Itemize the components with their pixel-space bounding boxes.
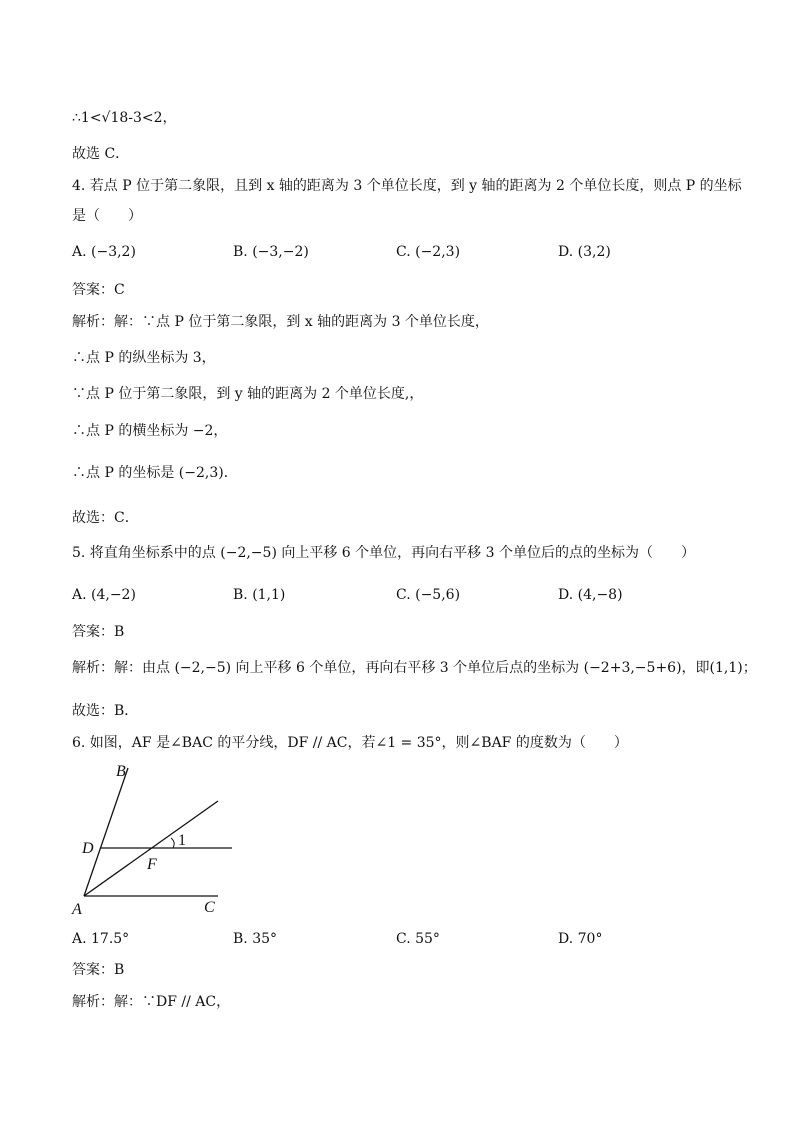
option-a: A. (−3,2) [72, 244, 136, 260]
option-d: D. 70° [558, 931, 603, 947]
label-c: C [204, 899, 215, 916]
solution-line: ∴点 P 的纵坐标为 3， [72, 350, 216, 366]
ray-ab [84, 768, 128, 896]
option-b: B. (−3,−2) [233, 244, 309, 260]
option-a: A. 17.5° [72, 931, 130, 947]
label-d: D [82, 840, 94, 857]
answer: 答案：B [72, 962, 125, 978]
option-d: D. (4,−8) [558, 587, 623, 603]
label-b: B [116, 763, 126, 780]
question-6-stem: 6. 如图，AF 是∠BAC 的平分线，DF // AC，若∠1 = 35°，则∠BAF 的度数为（ ） [72, 735, 628, 751]
option-b: B. (1,1) [233, 587, 286, 603]
label-angle-1: 1 [178, 832, 186, 849]
solution-line: 故选：B． [72, 703, 139, 719]
solution-line: ∵点 P 位于第二象限，到 y 轴的距离为 2 个单位长度,， [72, 386, 424, 402]
answer: 答案：C [72, 282, 125, 298]
label-f: F [147, 856, 157, 873]
text-line: 故选 C． [72, 146, 130, 162]
question-4-stem-cont: 是（ ） [72, 208, 142, 224]
solution-line: 故选：C． [72, 510, 139, 526]
option-c: C. 55° [396, 931, 440, 947]
solution-line: 解析：解：∵DF // AC， [72, 994, 231, 1010]
angle-1-arc [171, 838, 174, 848]
option-b: B. 35° [233, 931, 278, 947]
text-line: ∴1<√18-3<2， [72, 110, 177, 126]
geometry-figure [66, 756, 246, 926]
question-4-stem: 4. 若点 P 位于第二象限，且到 x 轴的距离为 3 个单位长度，到 y 轴的距离为 2 个单位长度，则点 P 的坐标 [72, 178, 742, 194]
option-a: A. (4,−2) [72, 587, 136, 603]
solution-line: ∴点 P 的坐标是 (−2,3)． [72, 465, 238, 481]
question-5-stem: 5. 将直角坐标系中的点 (−2,−5) 向上平移 6 个单位，再向右平移 3 个单位后的点的坐标为（ ） [72, 545, 695, 561]
option-c: C. (−2,3) [396, 244, 461, 260]
solution-line: ∴点 P 的横坐标为 −2， [72, 423, 228, 439]
label-a: A [72, 901, 82, 918]
solution-line: 解析：解：∵点 P 位于第二象限，到 x 轴的距离为 3 个单位长度， [72, 314, 489, 330]
option-c: C. (−5,6) [396, 587, 461, 603]
option-d: D. (3,2) [558, 244, 611, 260]
answer: 答案：B [72, 624, 125, 640]
solution-line: 解析：解：由点 (−2,−5) 向上平移 6 个单位，再向右平移 3 个单位后点的坐标为 (−2+3,−5+6)，即(1,1)； [72, 660, 757, 676]
